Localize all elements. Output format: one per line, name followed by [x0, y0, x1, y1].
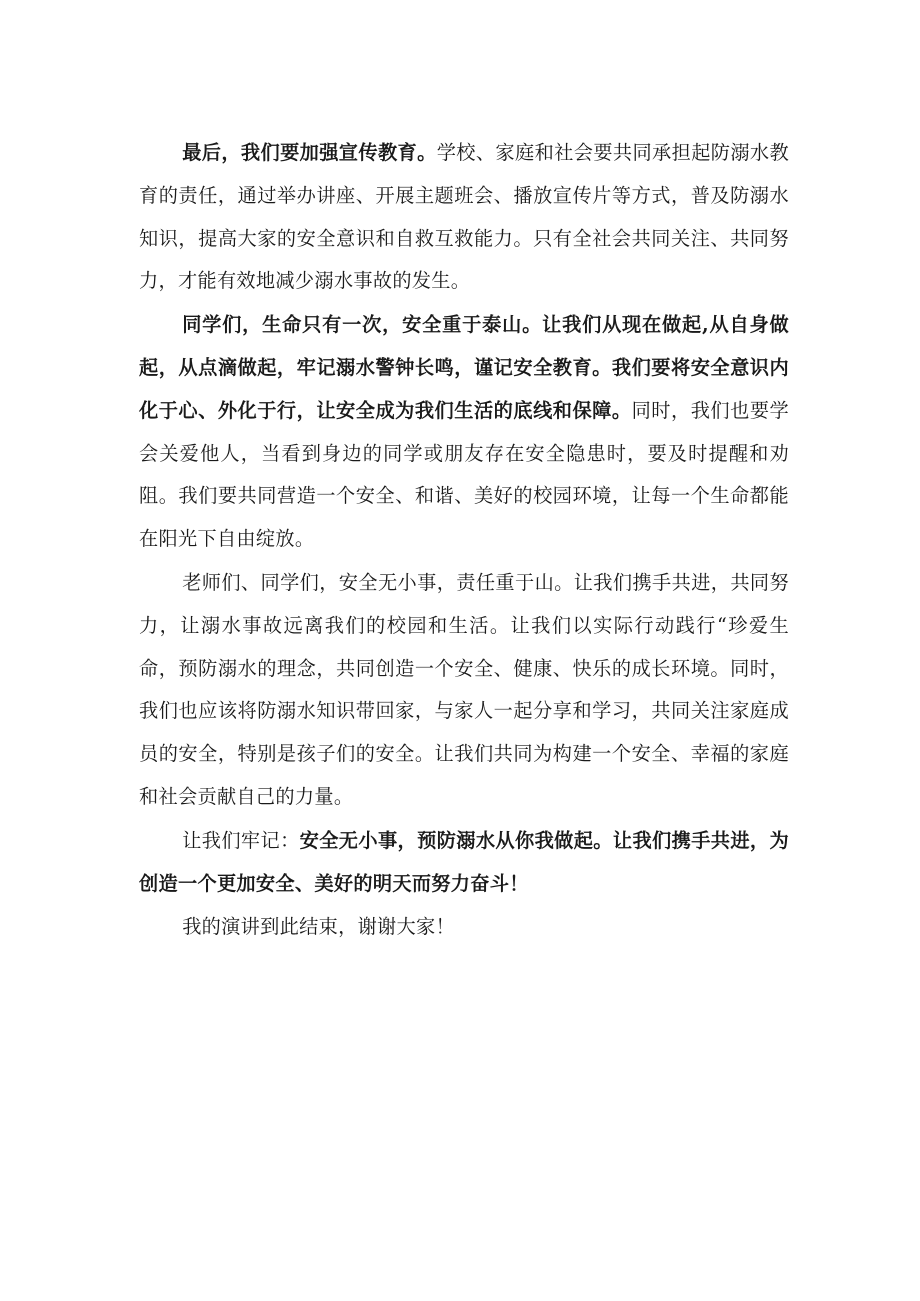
paragraph-publicity-education: [139, 132, 789, 303]
paragraph-bold-lead: 同学们，生命只有一次，安全重于泰山。让我们从现在做起,从自身做起，从点滴做起，牢记溺水警钟长鸣，谨记安全教育。我们要将安全意识内化于心、外化于行，让安全成为我们生活的底线和保障。: [139, 313, 789, 422]
paragraph-body: 学校、家庭和社会要共同承担起防溺水教育的责任，通过举办讲座、开展主题班会、播放宣传片等方式，普及防溺水知识，提高大家的安全意识和自救互救能力。只有全社会共同关注、共同努力，才能有效地减少溺水事故的发生。: [139, 141, 790, 293]
paragraph-teachers-students: [139, 562, 789, 819]
paragraph-body: 同时，我们也要学会关爱他人，当看到身边的同学或朋友存在安全隐患时，要及时提醒和劝阻。我们要共同营造一个安全、和谐、美好的校园环境，让每一个生命都能在阳光下自由绽放。: [139, 398, 790, 551]
paragraph-body: 老师们、同学们，安全无小事，责任重于山。让我们携手共进，共同努力，让溺水事故远离我们的校园和生活。让我们以实际行动践行“珍爱生命，预防溺水的理念，共同创造一个安全、健康、快乐的成长环境。同时，我们也应该将防溺水知识带回家，与家人一起分享和学习，共同关注家庭成员的安全，特别是孩子们的安全。让我们共同为构建一个安全、幸福的家庭和社会贡献自己的力量。: [139, 570, 789, 808]
paragraph-bold-tail: 安全无小事，预防溺水从你我做起。让我们携手共进，为创造一个更加安全、美好的明天而努力奋斗！: [139, 828, 789, 895]
paragraph-body: 我的演讲到此结束，谢谢大家！: [182, 915, 456, 939]
paragraph-closing: [139, 906, 789, 949]
paragraph-plain-lead: 让我们牢记：: [182, 828, 300, 852]
paragraph-bold-lead: 最后，我们要加强宣传教育。: [182, 141, 437, 164]
paragraph-students-safety: [139, 304, 789, 561]
paragraph-remember: [139, 820, 789, 906]
document-page: [139, 132, 789, 949]
